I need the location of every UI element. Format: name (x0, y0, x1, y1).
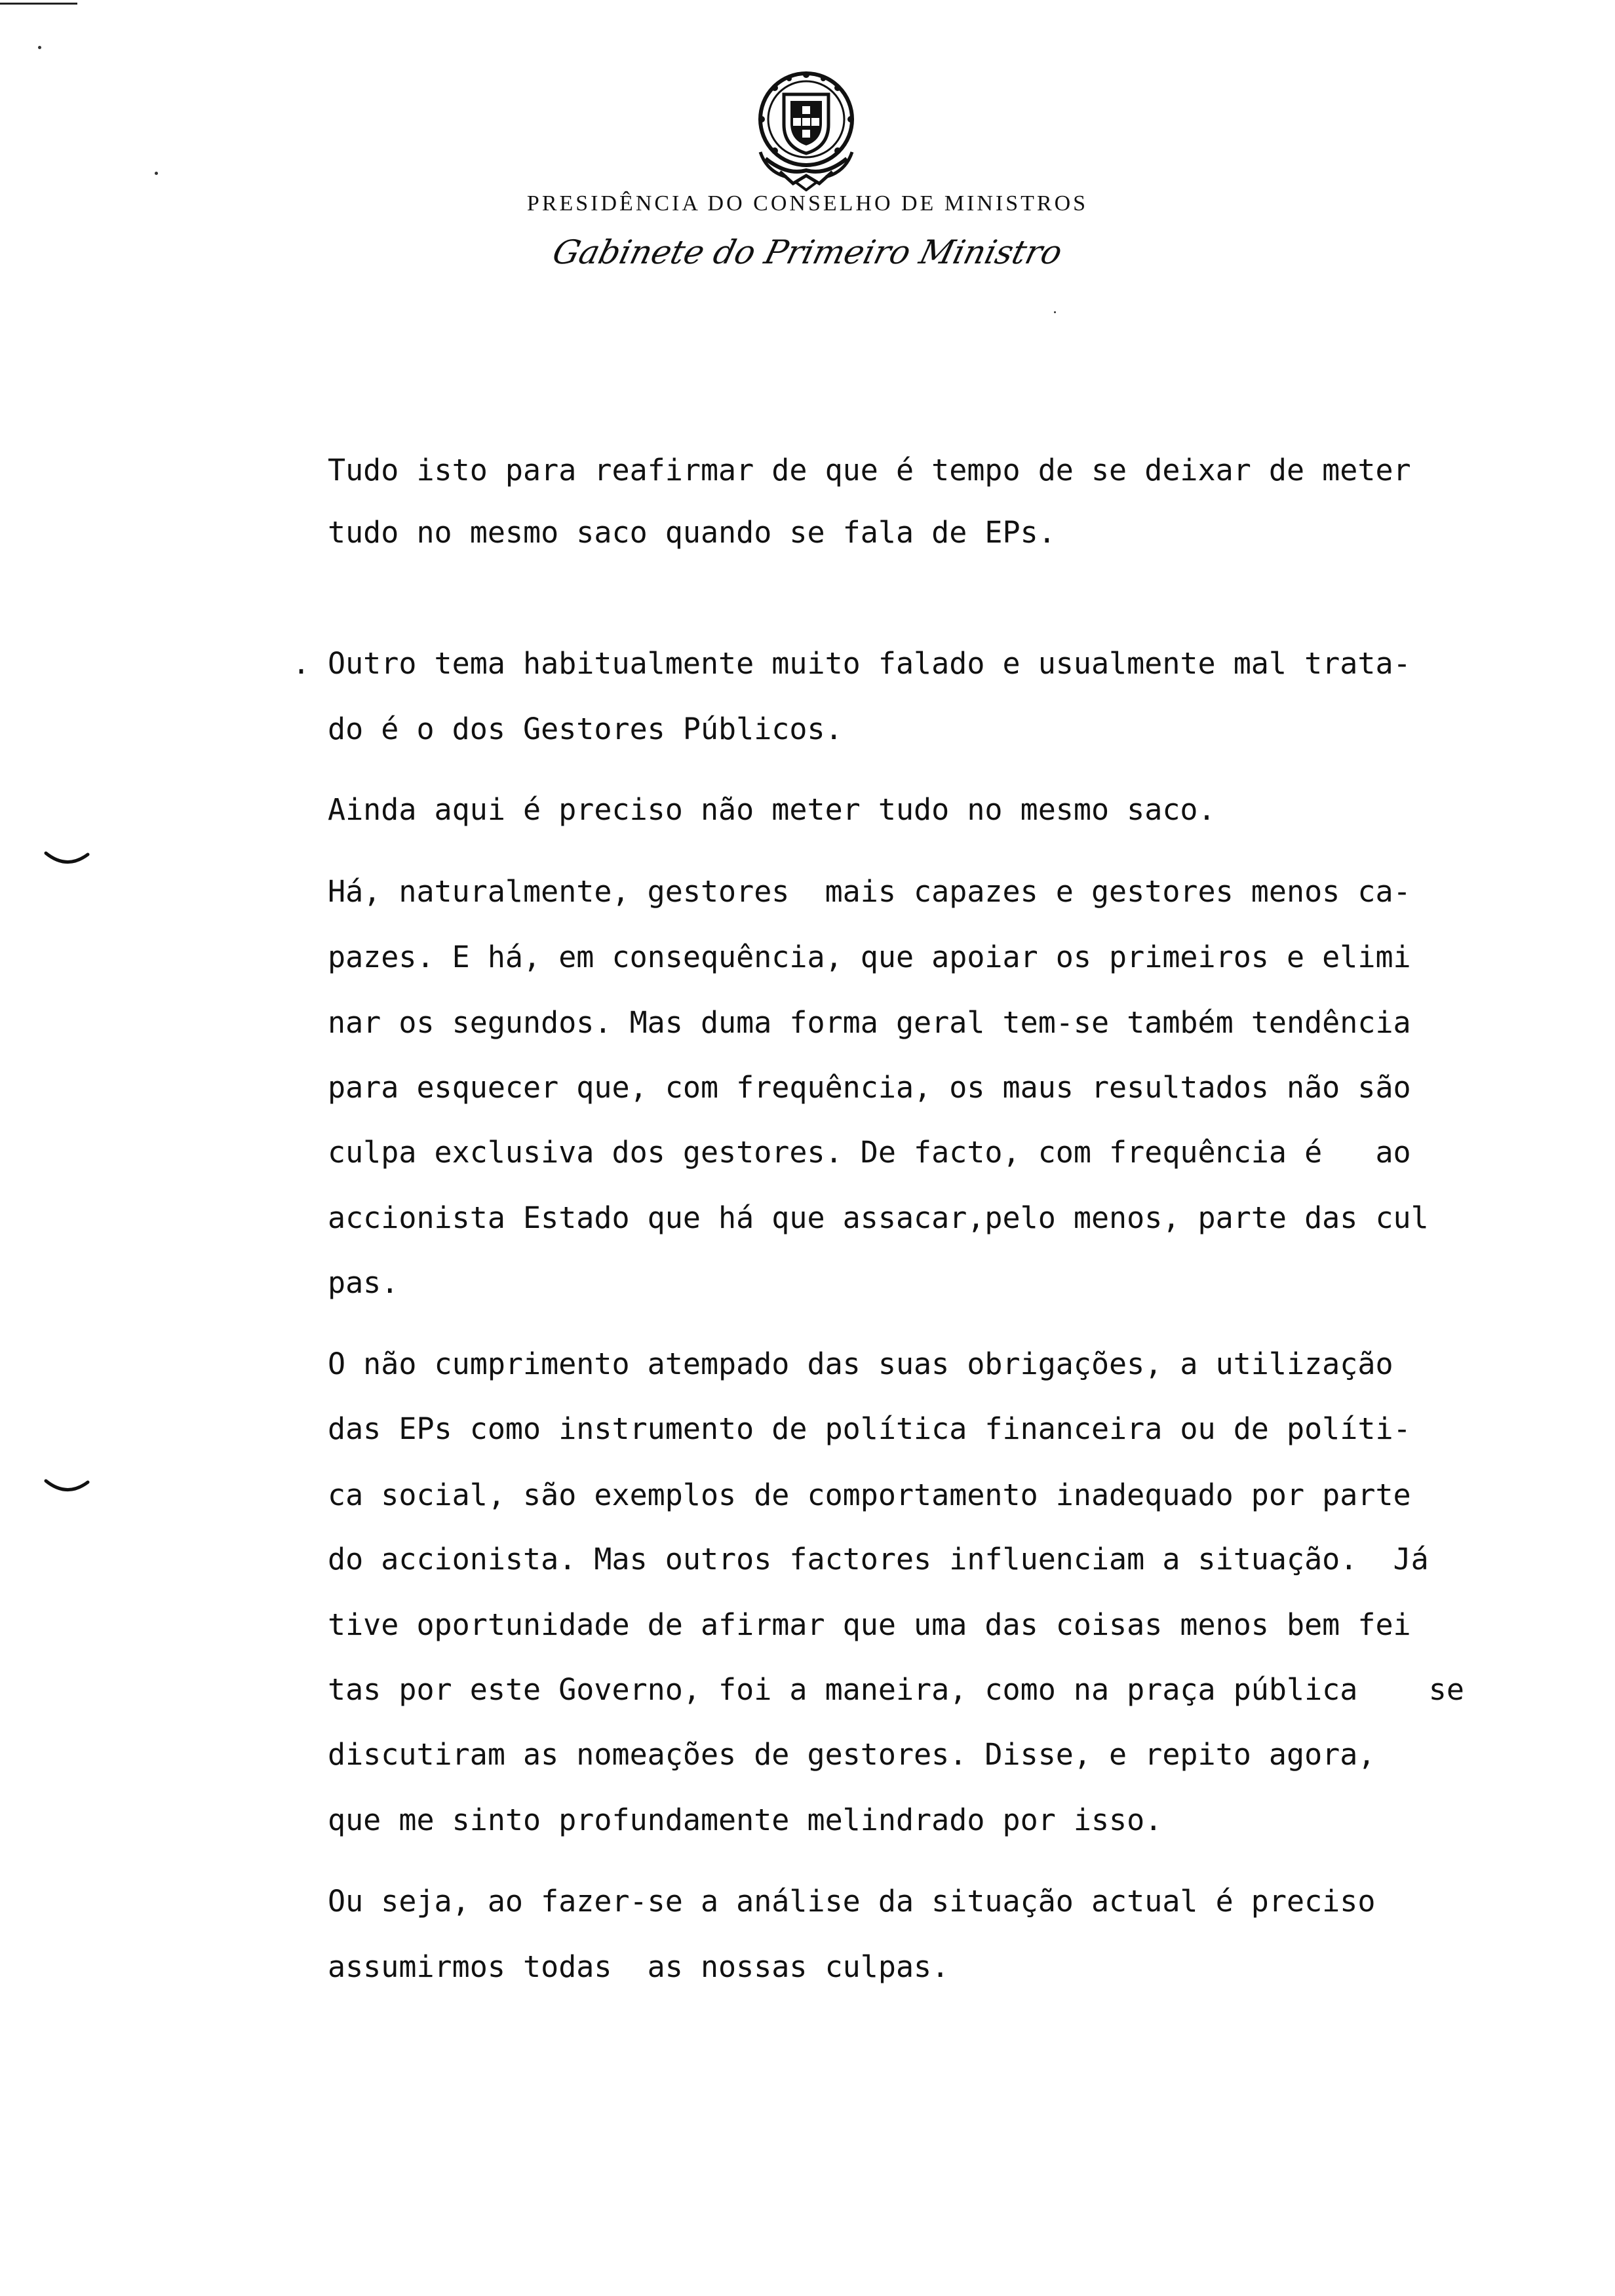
body-line: pazes. E há, em consequência, que apoiar os primeiros e elimi (328, 940, 1411, 974)
body-line: das EPs como instrumento de política financeira ou de políti- (328, 1411, 1411, 1446)
binder-hole-mark (43, 1478, 90, 1497)
body-line: tudo no mesmo saco quando se fala de EPs. (328, 515, 1056, 550)
coat-of-arms-icon (741, 60, 872, 191)
body-line: culpa exclusiva dos gestores. De facto, com frequência é ao (328, 1135, 1411, 1170)
binder-hole-mark (43, 851, 90, 869)
body-line: pas. (328, 1265, 399, 1300)
office-name: Gabinete do Primeiro Ministro (549, 233, 1066, 271)
body-line: que me sinto profundamente melindrado por isso. (328, 1803, 1163, 1837)
scan-speck (38, 46, 41, 49)
body-line: accionista Estado que há que assacar,pelo menos, parte das cul (328, 1200, 1429, 1235)
scan-speck (155, 172, 158, 175)
body-line: Ainda aqui é preciso não meter tudo no mesmo saco. (328, 792, 1216, 827)
paragraph-bullet: . (292, 646, 311, 681)
scan-speck (1054, 311, 1056, 313)
body-line: assumirmos todas as nossas culpas. (328, 1949, 950, 1984)
body-line: ca social, são exemplos de comportamento inadequado por parte (328, 1478, 1411, 1512)
body-line: tas por este Governo, foi a maneira, como na praça pública se (328, 1672, 1464, 1707)
body-line: discutiram as nomeações de gestores. Disse, e repito agora, (328, 1737, 1376, 1772)
body-line: do é o dos Gestores Públicos. (328, 712, 843, 746)
body-line: O não cumprimento atempado das suas obrigações, a utilização (328, 1347, 1393, 1381)
body-line: Outro tema habitualmente muito falado e usualmente mal trata- (328, 646, 1411, 681)
scan-edge-mark (0, 3, 77, 5)
body-line: Tudo isto para reafirmar de que é tempo de se deixar de meter (328, 453, 1411, 488)
body-line: Há, naturalmente, gestores mais capazes e gestores menos ca- (328, 874, 1411, 909)
organization-name: PRESIDÊNCIA DO CONSELHO DE MINISTROS (526, 191, 1089, 216)
body-line: Ou seja, ao fazer-se a análise da situação actual é preciso (328, 1884, 1376, 1919)
body-line: tive oportunidade de afirmar que uma das coisas menos bem fei (328, 1607, 1411, 1642)
body-line: do accionista. Mas outros factores influenciam a situação. Já (328, 1542, 1429, 1577)
body-line: para esquecer que, com frequência, os maus resultados não são (328, 1070, 1411, 1105)
body-line: nar os segundos. Mas duma forma geral tem-se também tendência (328, 1005, 1411, 1040)
